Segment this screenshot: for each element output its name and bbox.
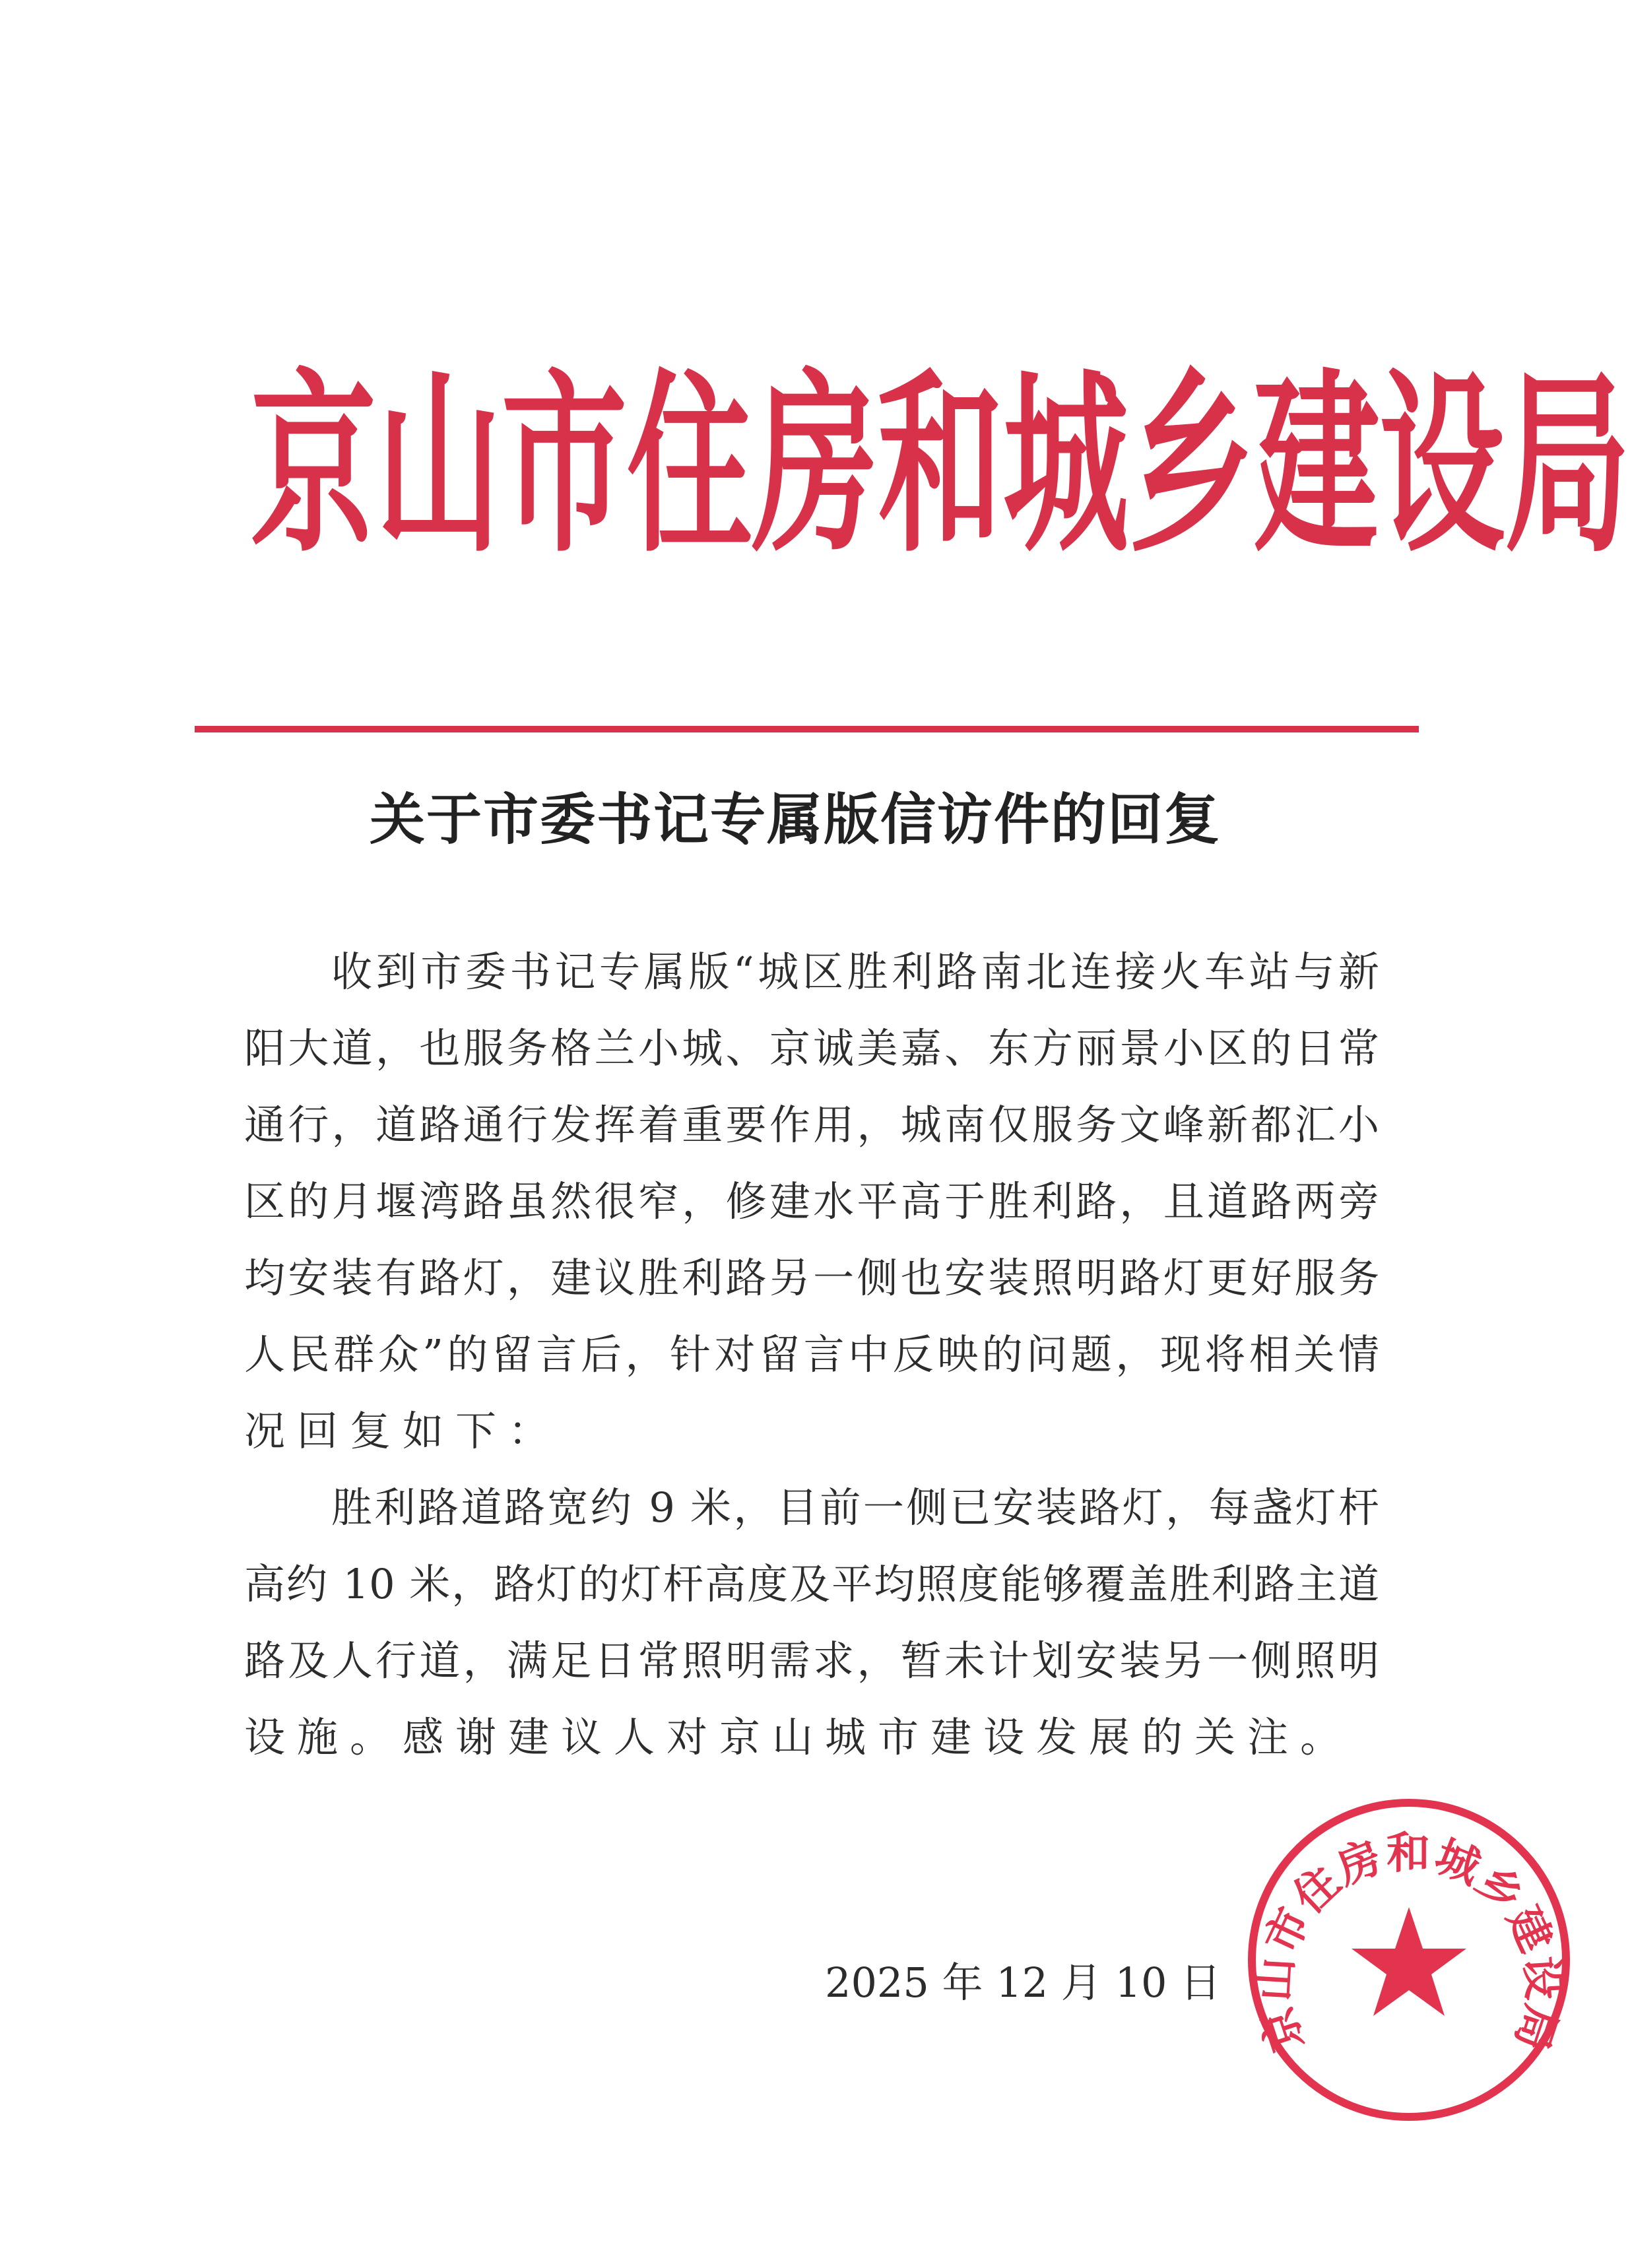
document-body	[244, 934, 1379, 1776]
paragraph-line: 阳大道，也服务格兰小城、京诚美嘉、东方丽景小区的日常	[244, 1024, 1379, 1072]
organization-letterhead	[251, 285, 1630, 612]
paragraph-line: 区的月堰湾路虽然很窄，修建水平高于胜利路，且道路两旁	[244, 1177, 1379, 1225]
paragraph-line: 胜利路道路宽约 9 米，目前一侧已安装路灯，每盏灯杆	[331, 1483, 1379, 1532]
letterhead-char: 和	[878, 350, 1004, 579]
letterhead-char: 局	[1505, 350, 1630, 579]
letterhead-char: 市	[502, 350, 628, 579]
paragraph-line: 设施。感谢建议人对京山城市建设发展的关注。	[244, 1713, 1353, 1761]
letterhead-char: 京	[251, 350, 377, 579]
paragraph-line: 收到市委书记专属版“城区胜利路南北连接火车站与新	[331, 948, 1379, 996]
letterhead-char: 城	[1003, 350, 1129, 579]
letterhead-char: 住	[627, 350, 753, 579]
letterhead-char: 山	[376, 350, 502, 579]
paragraph-line: 通行，道路通行发挥着重要作用，城南仅服务文峰新都汇小	[244, 1101, 1379, 1149]
letterhead-char: 设	[1379, 350, 1505, 579]
paragraph-line: 路及人行道，满足日常照明需求，暂未计划安装另一侧照明	[244, 1636, 1379, 1685]
letterhead-char: 乡	[1128, 350, 1255, 579]
letterhead-divider	[195, 726, 1419, 732]
document-date: 2025 年 12 月 10 日	[825, 1959, 1222, 2007]
document-title: 关于市委书记专属版信访件的回复	[369, 787, 1221, 852]
letterhead-char: 建	[1254, 350, 1380, 579]
star-icon	[1352, 1907, 1466, 2016]
official-seal	[1237, 1788, 1581, 2131]
letterhead-char: 房	[752, 350, 878, 579]
paragraph-line: 均安装有路灯，建议胜利路另一侧也安装照明路灯更好服务	[244, 1254, 1379, 1302]
seal-text: 京山市住房和城乡建设局	[1248, 1827, 1570, 2058]
paragraph-line: 况回复如下：	[244, 1407, 562, 1455]
paragraph-line: 高约 10 米，路灯的灯杆高度及平均照度能够覆盖胜利路主道	[244, 1560, 1379, 1608]
paragraph-line: 人民群众”的留言后，针对留言中反映的问题，现将相关情	[244, 1330, 1379, 1378]
